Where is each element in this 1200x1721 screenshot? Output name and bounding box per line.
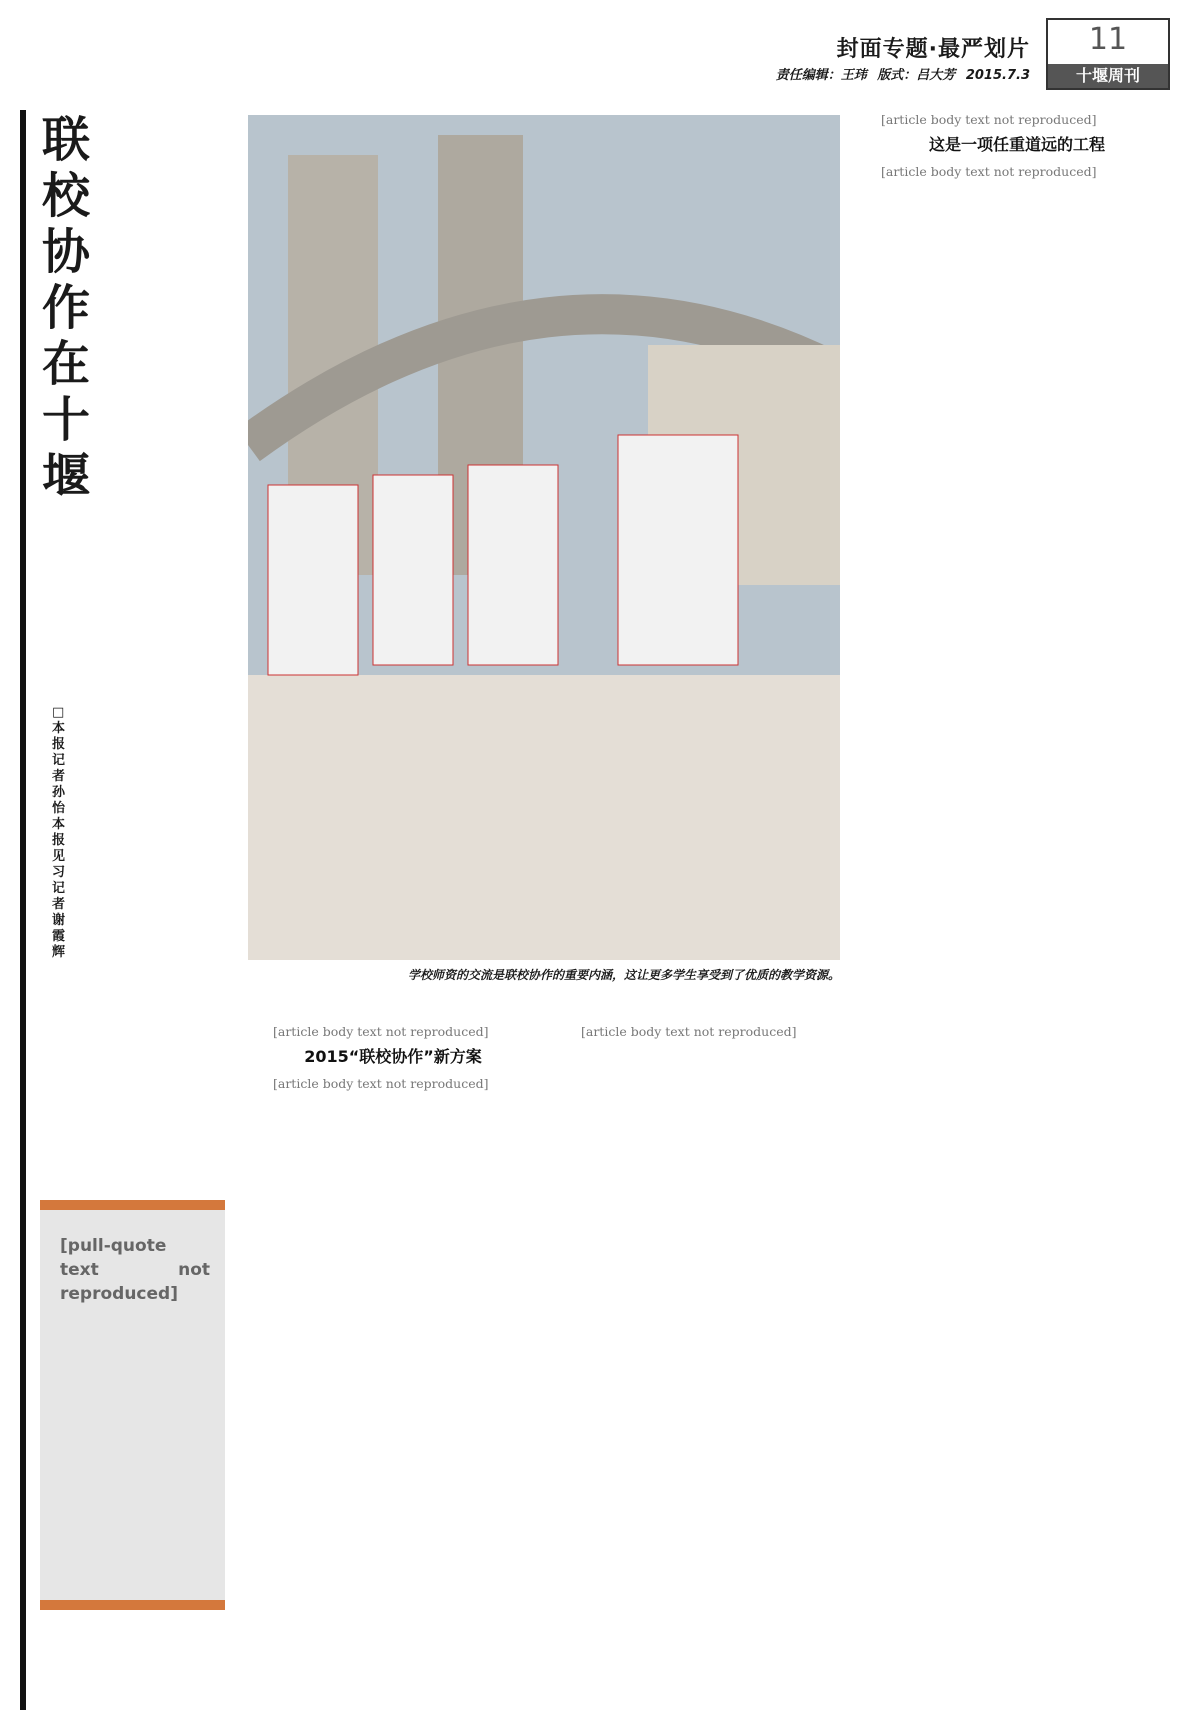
headline-rule: [20, 110, 26, 1710]
article-column-2: [556, 1022, 840, 1712]
paragraph: [article body text not reproduced]: [273, 1024, 489, 1039]
paragraph: [article body text not reproduced]: [881, 164, 1097, 179]
byline: □本报记者 孙怡 本报见习记者 谢霞辉: [52, 705, 66, 960]
section-title: 封面专题·最严划片: [836, 37, 1030, 62]
lead-photo: [248, 115, 840, 960]
pull-quote: [pull-quote text not reproduced]: [60, 1236, 210, 1304]
photo-illustration-icon: [248, 115, 840, 960]
paper-name: 十堰周刊: [1048, 64, 1168, 88]
page-number-box: [1046, 18, 1170, 90]
article-column-1: [248, 1022, 538, 1712]
subheading-new-plan: 2015“联校协作”新方案: [304, 1047, 482, 1066]
paragraph: [article body text not reproduced]: [273, 1076, 489, 1091]
layout-credit: 版式：吕大芳: [877, 68, 956, 83]
pull-quote-box: [40, 1200, 225, 1610]
headline: 联 校 协 作 在 十 堰: [41, 112, 90, 504]
editor-line: [770, 64, 1030, 83]
paragraph: [article body text not reproduced]: [581, 1024, 797, 1039]
issue-date: 2015.7.3: [965, 68, 1030, 83]
page-header: [720, 18, 1180, 88]
article-column-3: [856, 110, 1178, 1710]
subheading-long-term: 这是一项任重道远的工程: [928, 135, 1105, 154]
page-number: 11: [1088, 22, 1128, 57]
photo-caption: 学校师资的交流是联校协作的重要内涵，这让更多学生享受到了优质的教学资源。: [407, 968, 840, 982]
editor: 责任编辑：王玮: [775, 68, 867, 83]
paragraph: [article body text not reproduced]: [881, 112, 1097, 127]
